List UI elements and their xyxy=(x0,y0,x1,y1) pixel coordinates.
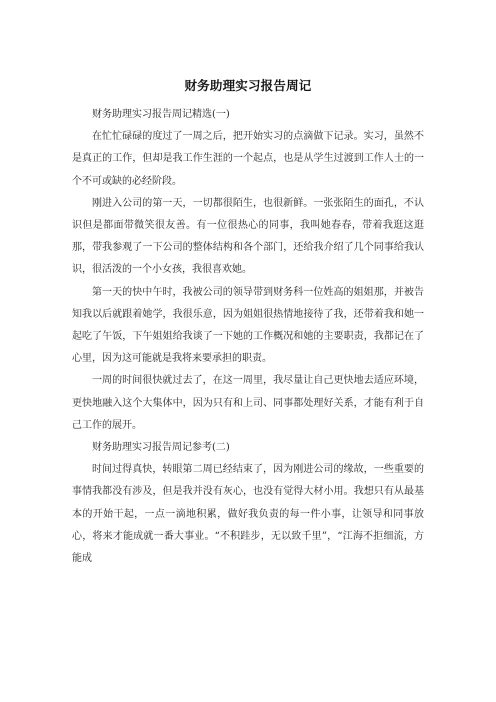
section-heading-1: 财务助理实习报告周记精选(一) xyxy=(92,109,230,120)
paragraph: 时间过得真快，转眼第二周已经结束了，因为刚进公司的缘故，一些重要的事情我都没有涉及，但是我并没有灰心，也没有觉得大材小用。我想只有从最基本的开始干起，一点一滴地积累，做好我负责的每一件小事，让领导和同事放心，将来才能成就一番大事业。“不积跬步，无以致千里”，“江海不拒细流，方能成 xyxy=(72,464,424,565)
section-heading-2: 财务助理实习报告周记参考(二) xyxy=(92,442,230,454)
document-title: 财务助理实习报告周记 xyxy=(184,78,312,93)
document-body xyxy=(72,104,424,570)
paragraph: 在忙忙碌碌的度过了一周之后，把开始实习的点滴做下记录。实习，虽然不是真正的工作，但却是我工作生涯的一个起点，也是从学生过渡到工作人士的一个不可或缺的必经阶段。 xyxy=(72,131,424,187)
paragraph: 一周的时间很快就过去了，在这一周里，我尽量让自己更快地去适应环境，更快地融入这个大集体中，因为只有和上司、同事都处理好关系，才能有利于自己工作的展开。 xyxy=(72,375,424,431)
paragraph: 刚进入公司的第一天，一切都很陌生，也很新鲜。一张张陌生的面孔，不认识但是都面带微笑很友善。有一位很热心的同事，我叫她春春，带着我逛这逛那，带我参观了一下公司的整体结构和各个部门，还给我介绍了几个同事给我认识，很活泼的一个小女孩，我很喜欢她。 xyxy=(72,197,424,276)
paragraph: 第一天的快中午时，我被公司的领导带到财务科一位姓高的姐姐那，并被告知我以后就跟着她学，我很乐意，因为姐姐很热情地接待了我，还带着我和她一起吃了午饭，下午姐姐给我谈了一下她的工作概况和她的主要职责，我都记在了心里，因为这可能就是我将来要承担的职责。 xyxy=(72,286,424,365)
